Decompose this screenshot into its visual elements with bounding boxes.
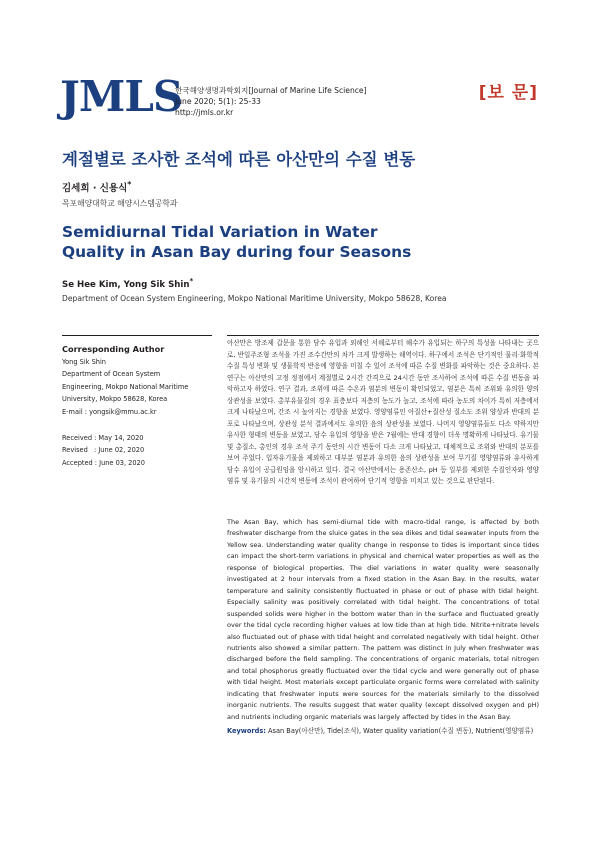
journal-info xyxy=(175,85,367,118)
abstract-english: The Asan Bay, which has semi-diurnal tide with macro-tidal range, is affected by both freshwater discharge from the sluice gates in the sea dikes and tidal seawater inputs from the Yellow sea. Understanding water quality change in response to tides is important since tides can impact the short-term variations in physical and chemical water properties as well as the response of biological properties. The diel variations in water quality were seasonally investigated at 2 hour intervals from a fixed station in the Asan Bay. In the results, water temperature and salinity consistently fluctuated in phase or out of phase with tidal height. Especially salinity was positively correlated with tidal height. The concentrations of total suspended solids were higher in the bottom water than in the surface and fluctuated greatly over the tidal cycle recording higher values at low tide than at high tide. Nitrite+nitrate levels also fluctuated out of phase with tidal height and correlated negatively with tidal height. Other nutrients also showed a similar pattern. The pattern was distinct in July when freshwater was discharged before the field sampling. The concentrations of organic materials, total nitrogen and total phosphorus greatly fluctuated over the tidal cycle and were generally out of phase with tidal height. Most materials except particulate organic forms were correlated with salinity indicating that freshwater inputs were sources for the materials similarly to the dissolved inorganic nutrients. The results suggest that water quality (except dissolved oxygen and pH) and nutrients including organic materials was largely affected by tides in the Asan Bay. xyxy=(227,518,539,721)
abstract-korean: 아산만은 방조제 갑문을 통한 담수 유입과 외해인 서해로부터 해수가 유입되는 하구의 특성을 나타내는 곳으로, 반일주조형 조석을 가진 조수간만의 차가 크게 발생하는 해역이다. 하구에서 조석은 단기적인 물리·화학적 수질 특성 변화 및 생물학적 반응에 영향을 미칠 수 있어 조석에 따른 수질 변화를 파악하는 것은 중요하다. 본 연구는 아산만의 고정 정점에서 계절별로 2시간 간격으로 24시간 동안 조사하여 조석에 따른 수질 변동을 파악하고자 하였다. 연구 결과, 조위에 따른 수온과 염분의 변동이 확인되었고, 염분은 특히 조위와 유의한 양의 상관성을 보였다. 총부유물질의 경우 표층보다 저층의 농도가 높고, 조석에 따라 농도의 차이가 특히 저층에서 크게 나타났으며, 간조 시 높아지는 경향을 보였다. 영양염류인 아질산+질산성 질소도 조위 양상과 반대의 분포로 나타났으며, 상관성 분석 결과에서도 유의한 음의 상관성을 보였다. 나머지 영양염류들도 다소 약하지만 유사한 형태의 변동을 보였고, 담수 유입의 영향을 받은 7월에는 반대 경향이 더욱 명확하게 나타났다. 유기물 및 총질소, 총인의 경우 조석 주기 동안의 시간 변동이 다소 크게 나타났고, 대체적으로 조위와 반대의 분포를 보여 주었다. 입자유기물을 제외하고 대부분 염분과 유의한 음의 상관성을 보여 무기질 영양염류와 유사하게 담수 유입이 공급원임을 암시하고 있다. 결국 아산만에서는 용존산소, pH 등 일부를 제외한 수질인자와 영양염류 및 유기물의 시간적 변동에 조석이 관여하여 단기적 영향을 미치고 있는 것으로 판단된다. xyxy=(227,339,539,485)
keywords-text: Asan Bay(아산만), Tide(조석), Water quality variation(수질 변동), Nutrient(영양염류) xyxy=(268,727,534,735)
corresponding-dept: Department of Ocean System xyxy=(62,370,161,379)
revised-date: Revised : June 02, 2020 xyxy=(62,446,145,455)
journal-logo: JMLS xyxy=(60,72,183,121)
affiliation-korean: 목포해양대학교 해양시스템공학과 xyxy=(62,199,178,208)
affiliation-english: Department of Ocean System Engineering, Mokpo National Maritime University, Mokpo 58628, Korea xyxy=(62,294,447,303)
corresponding-author-box xyxy=(62,342,220,469)
authors-english xyxy=(62,276,193,290)
authors-korean xyxy=(62,180,131,194)
title-english: Semidiurnal Tidal Variation in Water Quality in Asan Bay during four Seasons xyxy=(62,223,412,261)
corresponding-dept-2: Engineering, Mokpo National Maritime xyxy=(62,382,189,391)
title-korean: 계절별로 조사한 조석에 따른 아산만의 수질 변동 xyxy=(62,150,416,169)
authors-korean-names: 김세희 · 신용식 xyxy=(62,183,128,195)
corresponding-mark: * xyxy=(189,276,194,285)
divider-right xyxy=(227,335,539,336)
article-dates xyxy=(62,432,220,469)
journal-url[interactable]: http://jmls.or.kr xyxy=(175,108,234,117)
accepted-date: Accepted : June 03, 2020 xyxy=(62,458,145,467)
corresponding-mark: * xyxy=(127,180,132,189)
corresponding-name: Yong Sik Shin xyxy=(62,358,106,366)
keywords xyxy=(227,726,539,738)
divider-left xyxy=(62,335,212,336)
corresponding-email[interactable]: E-mail : yongsik@mmu.ac.kr xyxy=(62,407,157,416)
journal-issue: June 2020; 5(1): 25-33 xyxy=(175,97,261,106)
corresponding-heading: Corresponding Author xyxy=(62,344,165,354)
received-date: Received : May 14, 2020 xyxy=(62,434,144,443)
authors-english-names: Se Hee Kim, Yong Sik Shin xyxy=(62,279,190,290)
journal-name: 한국해양생명과학회지[Journal of Marine Life Science] xyxy=(175,86,367,95)
article-type-label: [보 문] xyxy=(478,83,538,103)
keywords-label: Keywords: xyxy=(227,727,266,735)
corresponding-address: University, Mokpo 58628, Korea xyxy=(62,395,168,404)
